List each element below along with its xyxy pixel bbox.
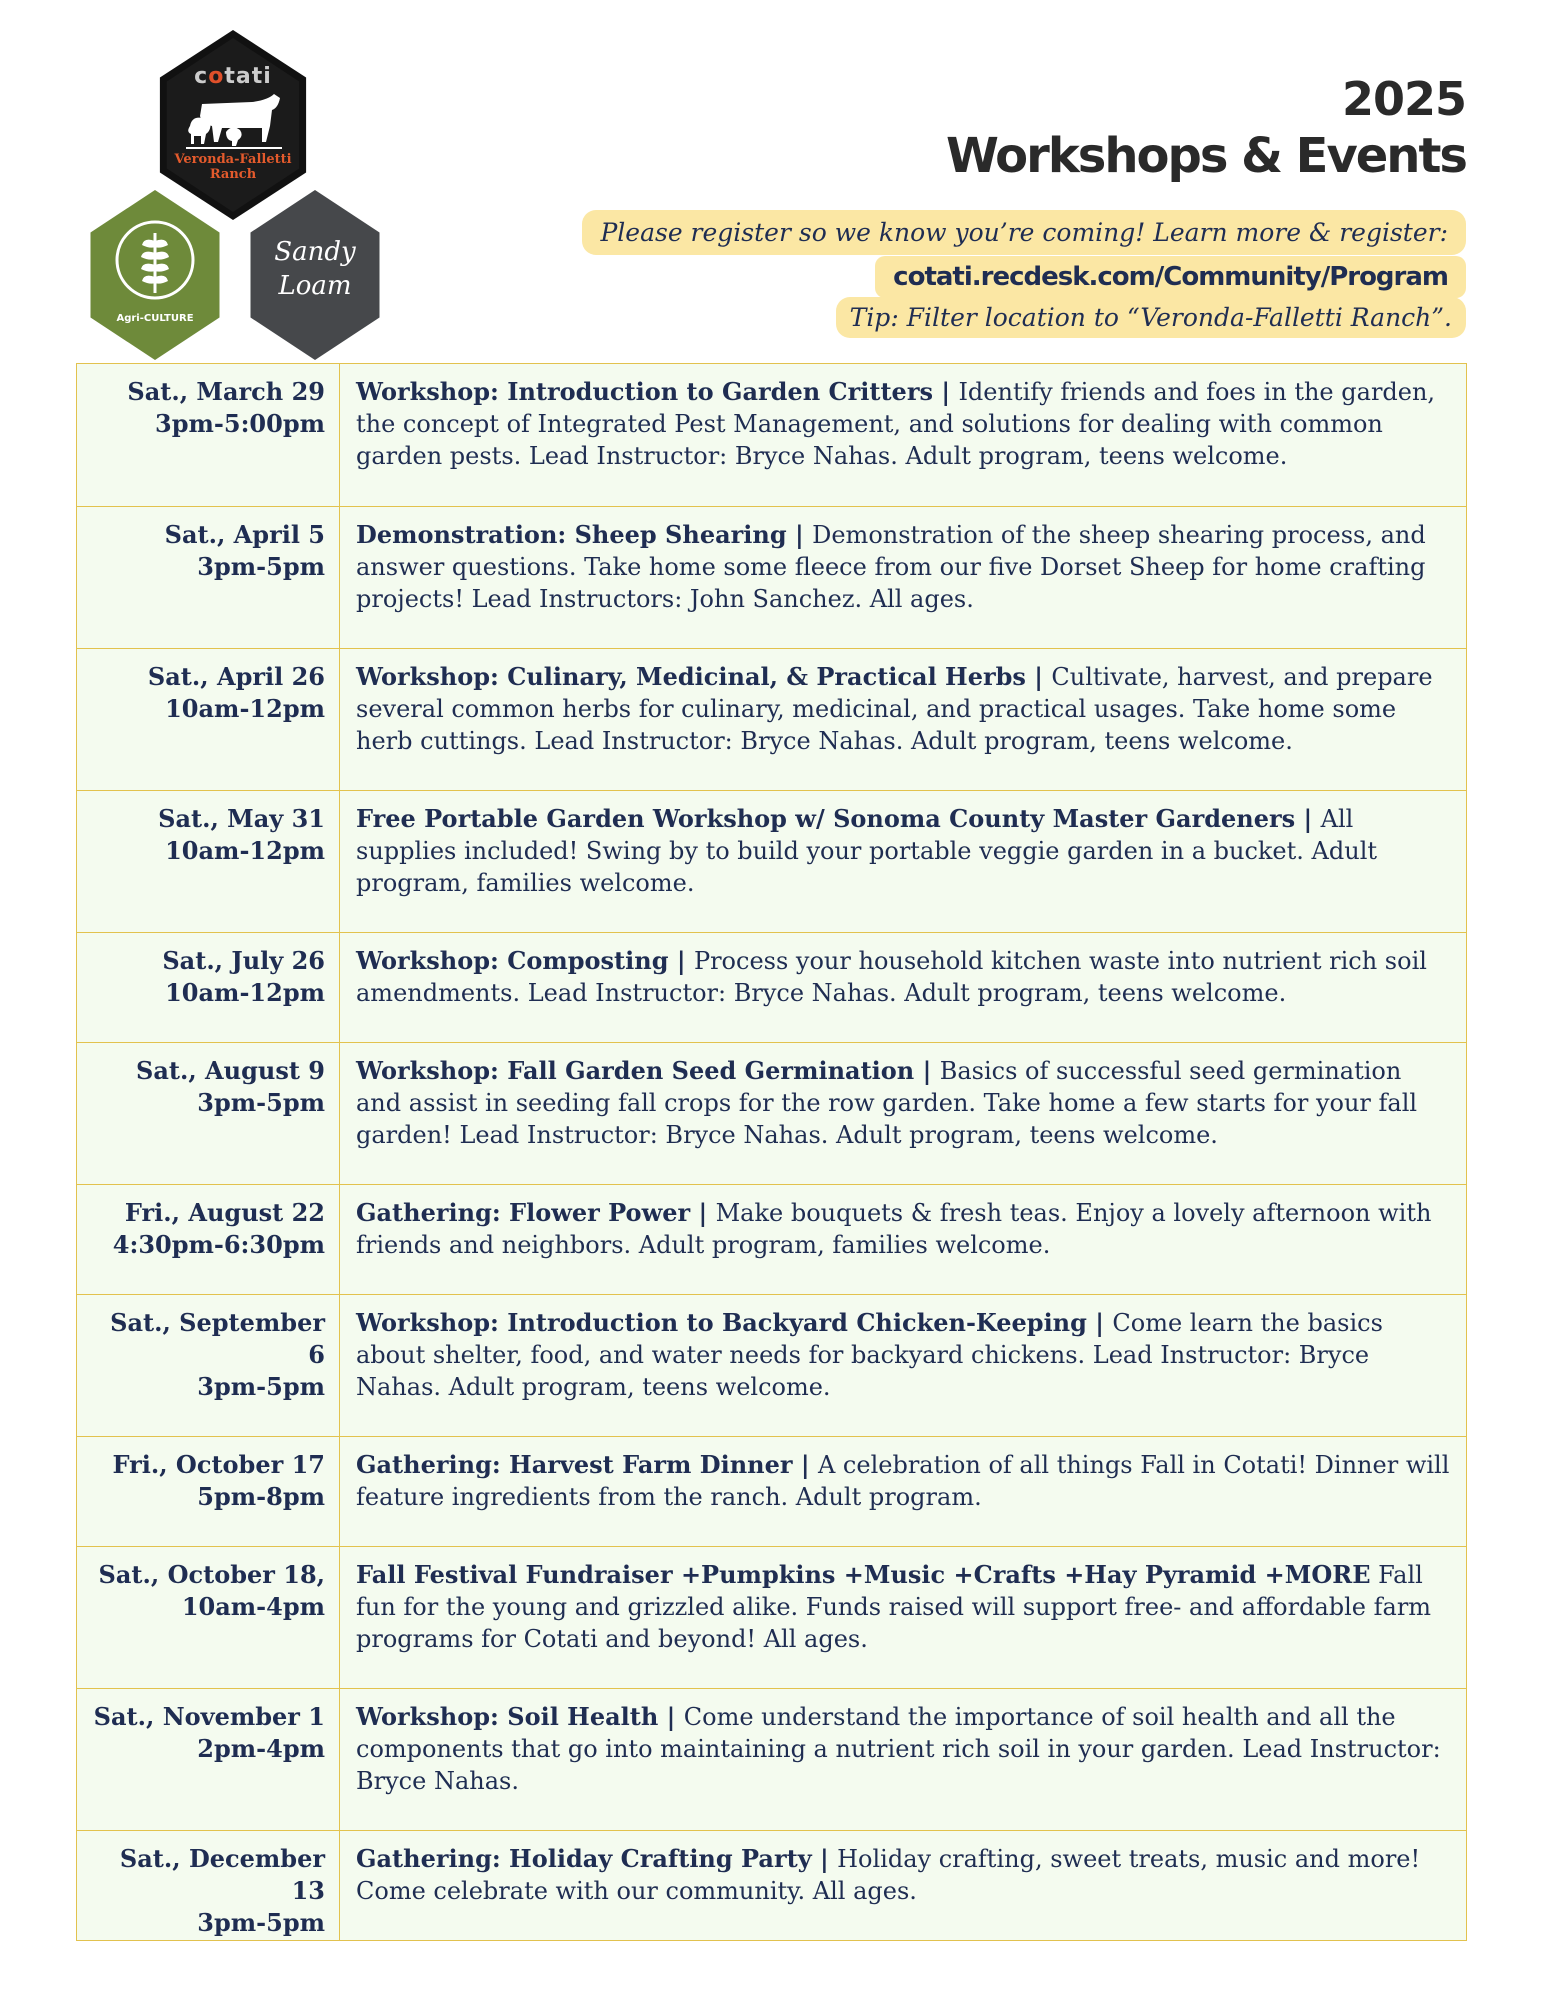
event-date: Sat., March 29 bbox=[127, 377, 325, 406]
event-time: 10am-12pm bbox=[165, 978, 325, 1007]
event-row bbox=[77, 648, 1466, 790]
page-year: 2025 bbox=[1341, 72, 1466, 126]
event-date: Sat., April 5 bbox=[164, 520, 325, 549]
event-row bbox=[77, 1436, 1466, 1546]
event-row bbox=[77, 364, 1466, 506]
event-title: Free Portable Garden Workshop w/ Sonoma County Master Gardeners bbox=[356, 804, 1296, 833]
event-title: Gathering: Flower Power bbox=[356, 1198, 691, 1227]
event-description-cell: Workshop: Fall Garden Seed Germination | Basics of successful seed germination and assist in seeding fall crops for the row garden. Take home a few starts for your fall garden! Lead Instructor: Bryce Nahas. Adult program, teens welcome. bbox=[356, 1056, 1418, 1149]
event-description-cell: Workshop: Introduction to Garden Critters | Identify friends and foes in the garden, the concept of Integrated Pest Management, and solutions for dealing with common garden pests. Lead Instructor: Bryce Nahas. Adult program, teens welcome. bbox=[356, 377, 1436, 470]
register-link[interactable]: cotati.recdesk.com/Community/Program bbox=[875, 256, 1466, 298]
event-date: Sat., October 18, bbox=[98, 1560, 325, 1589]
event-title: Workshop: Culinary, Medicinal, & Practical Herbs bbox=[356, 662, 1026, 691]
event-title: Workshop: Composting bbox=[356, 946, 669, 975]
event-title: Workshop: Soil Health bbox=[356, 1702, 659, 1731]
event-date-cell bbox=[77, 1043, 340, 1184]
event-date: Sat., September 6 bbox=[110, 1308, 325, 1369]
event-date: Sat., December 13 bbox=[119, 1844, 325, 1905]
event-date: Sat., August 9 bbox=[136, 1056, 325, 1085]
event-date-cell bbox=[77, 1547, 340, 1688]
event-date: Fri., August 22 bbox=[124, 1198, 325, 1227]
event-title: Fall Festival Fundraiser +Pumpkins +Music +Crafts +Hay Pyramid +MORE bbox=[356, 1560, 1371, 1589]
event-description: Demonstration of the sheep shearing process, and answer questions. Take home some fleece from our five Dorset Sheep for home crafting projects! Lead Instructors: John Sanchez. All ages. bbox=[356, 521, 1426, 613]
event-description: Come learn the basics about shelter, food, and water needs for backyard chickens. Lead Instructor: Bryce Nahas. Adult program, teens welcome. bbox=[356, 1309, 1383, 1401]
event-time: 3pm-5pm bbox=[197, 552, 325, 581]
event-description-cell: Workshop: Introduction to Backyard Chicken-Keeping | Come learn the basics about shelter, food, and water needs for backyard chickens. Lead Instructor: Bryce Nahas. Adult program, teens welcome. bbox=[356, 1308, 1383, 1401]
event-date: Sat., April 26 bbox=[147, 662, 325, 691]
ranch-logo-name: Veronda-Falletti Ranch bbox=[174, 152, 292, 182]
event-description-cell: Gathering: Flower Power | Make bouquets & fresh teas. Enjoy a lovely afternoon with friends and neighbors. Adult program, families welcome. bbox=[356, 1198, 1432, 1259]
event-description: Make bouquets & fresh teas. Enjoy a lovely afternoon with friends and neighbors. Adult program, families welcome. bbox=[356, 1199, 1432, 1259]
event-title: Demonstration: Sheep Shearing bbox=[356, 520, 787, 549]
agri-culture-label: Agri-CULTURE bbox=[116, 313, 194, 324]
event-date-cell bbox=[77, 1295, 340, 1436]
event-time: 2pm-4pm bbox=[197, 1734, 325, 1763]
event-row bbox=[77, 1184, 1466, 1294]
event-date: Sat., July 26 bbox=[162, 946, 325, 975]
event-description: Identify friends and foes in the garden, the concept of Integrated Pest Management, and solutions for dealing with common garden pests. Lead Instructor: Bryce Nahas. Adult program, teens welcome. bbox=[356, 378, 1436, 470]
event-date-cell bbox=[77, 364, 340, 506]
event-row bbox=[77, 1688, 1466, 1830]
ranch-logo-brand: cotati bbox=[194, 64, 272, 89]
event-row bbox=[77, 1830, 1466, 1940]
event-date-cell bbox=[77, 649, 340, 790]
event-row bbox=[77, 1042, 1466, 1184]
event-time: 3pm-5pm bbox=[197, 1908, 325, 1937]
event-description-cell: Demonstration: Sheep Shearing | Demonstration of the sheep shearing process, and answer questions. Take home some fleece from our five Dorset Sheep for home crafting projects! Lead Instructors: John Sanchez. All ages. bbox=[356, 520, 1426, 613]
event-description: Fall fun for the young and grizzled alike. Funds raised will support free- and affordable farm programs for Cotati and beyond! All ages. bbox=[356, 1561, 1432, 1653]
event-description-cell: Workshop: Soil Health | Come understand the importance of soil health and all the components that go into maintaining a nutrient rich soil in your garden. Lead Instructor: Bryce Nahas. bbox=[356, 1702, 1441, 1795]
event-title: Workshop: Introduction to Backyard Chicken-Keeping bbox=[356, 1308, 1087, 1337]
event-date-cell bbox=[77, 1185, 340, 1294]
event-description: All supplies included! Swing by to build your portable veggie garden in a bucket. Adult program, families welcome. bbox=[356, 805, 1378, 897]
event-date-cell bbox=[77, 791, 340, 932]
event-time: 5pm-8pm bbox=[197, 1482, 325, 1511]
event-row bbox=[77, 1294, 1466, 1436]
event-time: 3pm-5:00pm bbox=[155, 409, 325, 438]
event-date-cell bbox=[77, 507, 340, 648]
events-table bbox=[76, 363, 1467, 1941]
register-text: Please register so we know you’re coming! Learn more & register: bbox=[582, 210, 1466, 255]
event-row bbox=[77, 790, 1466, 932]
event-title: Gathering: Holiday Crafting Party bbox=[356, 1844, 812, 1873]
event-time: 3pm-5pm bbox=[197, 1088, 325, 1117]
event-time: 4:30pm-6:30pm bbox=[112, 1230, 325, 1259]
event-date-cell bbox=[77, 1831, 340, 1940]
event-time: 10am-12pm bbox=[165, 836, 325, 865]
event-time: 3pm-5pm bbox=[197, 1372, 325, 1401]
event-description-cell: Gathering: Harvest Farm Dinner | A celebration of all things Fall in Cotati! Dinner will feature ingredients from the ranch. Adult program. bbox=[356, 1450, 1450, 1511]
event-description-cell: Free Portable Garden Workshop w/ Sonoma County Master Gardeners | All supplies included! Swing by to build your portable veggie garden in a bucket. Adult program, families welcome. bbox=[356, 804, 1378, 897]
event-description-cell: Gathering: Holiday Crafting Party | Holiday crafting, sweet treats, music and more! Come celebrate with our community. All ages. bbox=[356, 1844, 1421, 1905]
event-date: Fri., October 17 bbox=[112, 1450, 325, 1479]
event-title: Workshop: Fall Garden Seed Germination bbox=[356, 1056, 915, 1085]
event-description: Basics of successful seed germination and assist in seeding fall crops for the row garden. Take home a few starts for your fall garden! Lead Instructor: Bryce Nahas. Adult program, teens welcome. bbox=[356, 1057, 1418, 1149]
event-description: Holiday crafting, sweet treats, music and more! Come celebrate with our community. All ages. bbox=[356, 1845, 1421, 1905]
event-description: A celebration of all things Fall in Cotati! Dinner will feature ingredients from the ranch. Adult program. bbox=[356, 1451, 1450, 1511]
page-title: Workshops & Events bbox=[945, 128, 1466, 184]
event-row bbox=[77, 932, 1466, 1042]
event-time: 10am-4pm bbox=[181, 1592, 325, 1621]
event-date: Sat., May 31 bbox=[158, 804, 325, 833]
event-date-cell bbox=[77, 933, 340, 1042]
sandy-loam-text: Sandy Loam bbox=[274, 237, 356, 301]
event-description-cell: Workshop: Composting | Process your household kitchen waste into nutrient rich soil amendments. Lead Instructor: Bryce Nahas. Adult program, teens welcome. bbox=[356, 946, 1427, 1007]
wheat-icon bbox=[110, 215, 200, 305]
event-description-cell bbox=[340, 1547, 1466, 1688]
event-description: Cultivate, harvest, and prepare several common herbs for culinary, medicinal, and practical usages. Take home some herb cuttings. Lead Instructor: Bryce Nahas. Adult program, teens welcome. bbox=[356, 663, 1433, 755]
event-time: 10am-12pm bbox=[165, 694, 325, 723]
event-row bbox=[77, 1546, 1466, 1688]
event-description: Come understand the importance of soil health and all the components that go into maintaining a nutrient rich soil in your garden. Lead Instructor: Bryce Nahas. bbox=[356, 1703, 1441, 1795]
event-date-cell bbox=[77, 1437, 340, 1546]
event-title: Gathering: Harvest Farm Dinner bbox=[356, 1450, 793, 1479]
logo-group bbox=[80, 30, 400, 350]
event-row bbox=[77, 506, 1466, 648]
farm-animals-icon bbox=[182, 86, 286, 150]
event-description-cell: Workshop: Culinary, Medicinal, & Practical Herbs | Cultivate, harvest, and prepare several common herbs for culinary, medicinal, and practical usages. Take home some herb cuttings. Lead Instructor: Bryce Nahas. Adult program, teens welcome. bbox=[356, 662, 1433, 755]
event-description: Process your household kitchen waste into nutrient rich soil amendments. Lead Instructor: Bryce Nahas. Adult program, teens welcome. bbox=[356, 947, 1427, 1007]
filter-tip: Tip: Filter location to “Veronda-Falletti Ranch”. bbox=[836, 297, 1466, 338]
event-date: Sat., November 1 bbox=[93, 1702, 325, 1731]
event-date-cell bbox=[77, 1689, 340, 1830]
event-title: Workshop: Introduction to Garden Critters bbox=[356, 377, 933, 406]
